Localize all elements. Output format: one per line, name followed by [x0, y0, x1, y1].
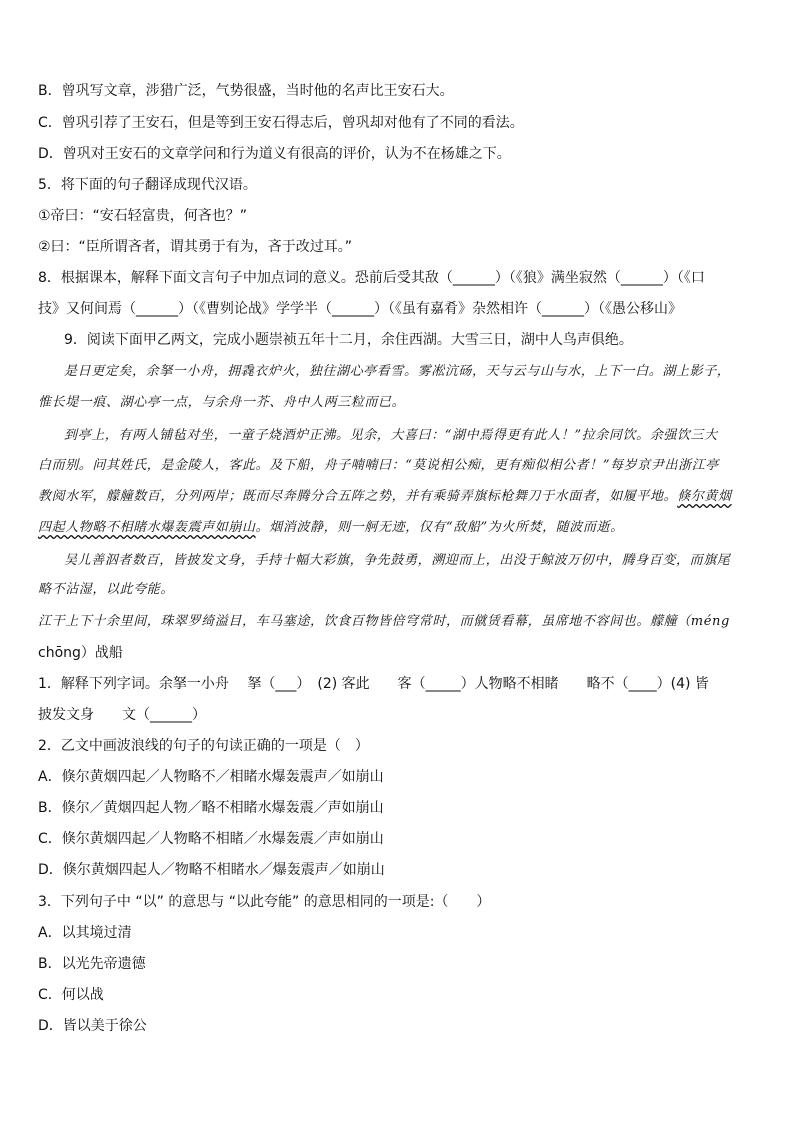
passage-a-line-1: 是日更定矣，余拏一小舟，拥毳衣炉火，独往湖心亭看雪。雾凇沆砀，天与云与山与水，上下一白。湖上影子，: [64, 364, 731, 379]
passage-a-line-2: 惟长堤一痕、湖心亭一点，与余舟一芥、舟中人两三粒而已。: [38, 395, 406, 410]
q8-line-2: 技》又何间焉（______）（《曹刿论战》学学半（______）（《虽有嘉肴》杂然相许（______）（《愚公移山》: [38, 301, 682, 317]
passage-b-line-3: 吴儿善泅者数百，皆披发文身，手持十幅大彩旗，争先鼓勇，溯迎而上，出没于鲸波万仞中，腾身百变，而旗尾: [64, 553, 731, 568]
passage-b-line-1: [38, 487, 754, 507]
sub2-option-c[interactable]: C．倏尔黄烟四起／人物略不相睹／水爆轰震／声如崩山: [38, 831, 384, 847]
passage-b-line-5: 江干上下十余里间，珠翠罗绮溢目，车马塞途，饮食百物皆倍穹常时，而僦赁看幕，虽席地不容间也。艨艟（méng: [38, 614, 730, 629]
passage-b-text: 教阅水军，艨艟数百，分列两岸；既而尽奔腾分合五阵之势，并有乘骑弄旗标枪舞刀于水面者，如履平地。: [38, 489, 678, 504]
q9-intro: 9．阅读下面甲乙两文，完成小题崇祯五年十二月，余住西湖。大雪三日，湖中人鸟声俱绝。: [64, 332, 633, 348]
wavy-underlined-sentence-part-2: 四起人物略不相睹水爆轰震声如崩山: [38, 520, 256, 535]
passage-b-line-2: [38, 518, 754, 538]
sub3-option-a[interactable]: A．以其境过清: [38, 925, 132, 941]
sub3-option-c[interactable]: C．何以战: [38, 987, 104, 1003]
sub3-option-d[interactable]: D．皆以美于徐公: [38, 1018, 147, 1034]
sub3-prompt: 3．下列句子中 “以” 的意思与 “以此夸能” 的意思相同的一项是:（ ）: [38, 894, 491, 910]
q5-sentence-1: ①帝曰：“安石轻富贵，何吝也？”: [38, 208, 248, 224]
sub1-line-2: 披发文身 文（______）: [38, 707, 206, 723]
sub1-line-1: 1．解释下列字词。余拏一小舟 拏（___） (2) 客此 客（_____）人物略不相睹 略不（____）(4) 皆: [38, 676, 709, 692]
passage-a-line-4: 白而别。问其姓氏，是金陵人，客此。及下船，舟子喃喃曰：“莫说相公痴，更有痴似相公者！”每岁京尹出浙江亭: [38, 458, 719, 473]
q7-option-d[interactable]: D．曾巩对王安石的文章学问和行为道义有很高的评价，认为不在杨雄之下。: [38, 146, 511, 162]
passage-b-text-cont: 。烟消波静，则一舸无迹，仅有“敌船”为火所焚，随波而逝。: [255, 520, 624, 535]
sub2-prompt: 2．乙文中画波浪线的句子的句读正确的一项是（ ）: [38, 738, 369, 754]
sub2-option-a[interactable]: A．倏尔黄烟四起／人物略不／相睹水爆轰震声／如崩山: [38, 769, 384, 785]
passage-b-line-6: chōng）战船: [38, 645, 123, 661]
q5-sentence-2: ②曰：“臣所谓吝者，谓其勇于有为，吝于改过耳。”: [38, 239, 353, 255]
passage-a-line-3: 到亭上，有两人铺毡对坐，一童子烧酒炉正沸。见余，大喜曰：“湖中焉得更有此人！”拉余同饮。余强饮三大: [64, 428, 718, 443]
q7-option-b[interactable]: B．曾巩写文章，涉猎广泛，气势很盛，当时他的名声比王安石大。: [38, 83, 454, 99]
sub2-option-d[interactable]: D．倏尔黄烟四起人／物略不相睹水／爆轰震声／如崩山: [38, 862, 385, 878]
q5-prompt: 5．将下面的句子翻译成现代汉语。: [38, 177, 257, 193]
q8-line-1: 8．根据课本，解释下面文言句子中加点词的意义。恐前后受其敌（______）（《狼》满坐寂然（______）（《口: [38, 270, 705, 286]
passage-b-line-4: 略不沾湿，以此夸能。: [38, 582, 175, 597]
sub2-option-b[interactable]: B．倏尔／黄烟四起人物／略不相睹水爆轰震／声如崩山: [38, 800, 384, 816]
sub3-option-b[interactable]: B．以光先帝遗德: [38, 956, 146, 972]
wavy-underlined-sentence-part-1: 倏尔黄烟: [677, 489, 732, 504]
q7-option-c[interactable]: C．曾巩引荐了王安石，但是等到王安石得志后，曾巩却对他有了不同的看法。: [38, 115, 524, 131]
